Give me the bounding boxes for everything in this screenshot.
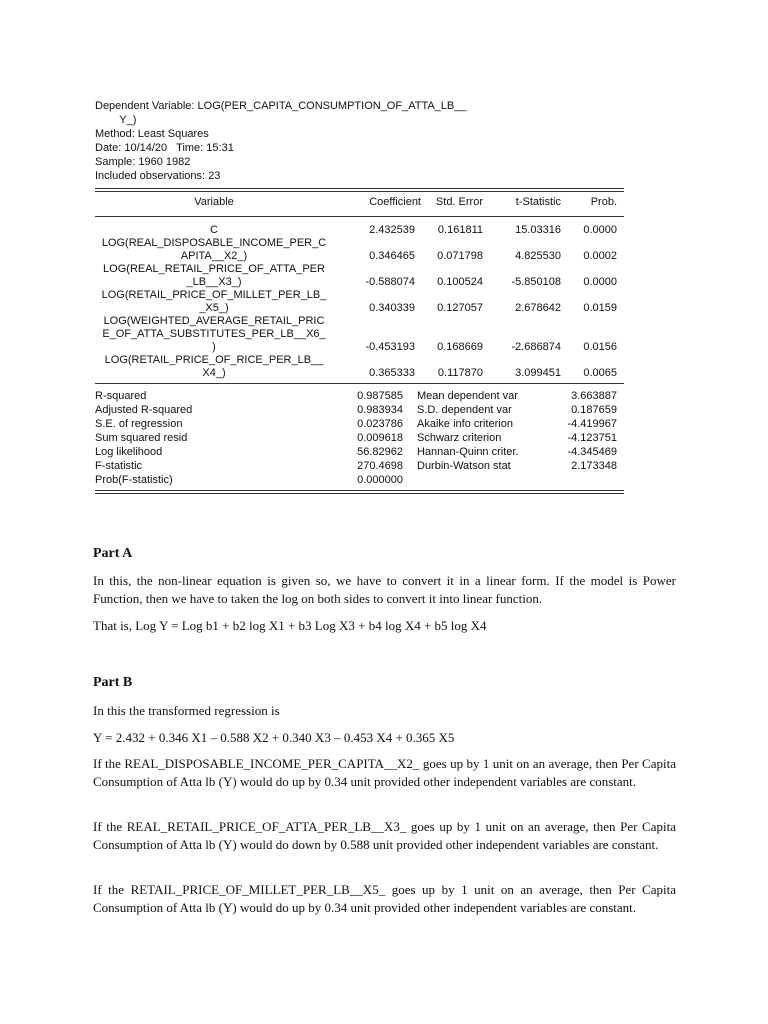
- part-b-heading: Part B: [93, 675, 133, 690]
- observations-line: Included observations: 23: [95, 170, 221, 182]
- part-b-interpretation-x2: If the REAL_DISPOSABLE_INCOME_PER_CAPITA__X2_ goes up by 1 unit on an average, then Per Capita Consumption of Atta lb (Y) would do up by 0.34 unit provided other independent variables are constant.: [93, 756, 676, 789]
- stat-value: 270.4698: [357, 460, 403, 472]
- coefficient-bottom-rule: [95, 383, 624, 384]
- coefficient-value: 0.365333: [369, 367, 415, 379]
- stat-value-right: 2.173348: [571, 460, 617, 472]
- std-error-value: 0.117870: [437, 367, 483, 379]
- std-error-value: 0.100524: [437, 276, 483, 288]
- dependent-variable-line: Dependent Variable: LOG(PER_CAPITA_CONSUMPTION_OF_ATTA_LB__: [95, 100, 467, 112]
- t-statistic-value: 2.678642: [515, 302, 561, 314]
- stat-value: 0.987585: [357, 390, 403, 402]
- stat-label-right: Mean dependent var: [417, 390, 518, 402]
- stat-value-right: -4.419967: [567, 418, 617, 430]
- dependent-variable-line-cont: Y_): [95, 114, 137, 126]
- date-line: Date: 10/14/20 Time: 15:31: [95, 142, 234, 154]
- prob-value: 0.0000: [583, 224, 617, 236]
- t-statistic-value: 15.03316: [515, 224, 561, 236]
- regression-header: [95, 99, 515, 183]
- part-b-interpretation-x3: If the REAL_RETAIL_PRICE_OF_ATTA_PER_LB__X3_ goes up by 1 unit on an average, then Per Capita Consumption of Atta lb (Y) would do down by 0.588 unit provided other independent variables are constant.: [93, 819, 676, 852]
- stat-value-right: -4.123751: [567, 432, 617, 444]
- stat-value: 0.023786: [357, 418, 403, 430]
- variable-name: LOG(REAL_RETAIL_PRICE_OF_ATTA_PER: [103, 263, 325, 275]
- stat-value: 0.009618: [357, 432, 403, 444]
- stat-label-right: Schwarz criterion: [417, 432, 502, 444]
- variable-name: LOG(WEIGHTED_AVERAGE_RETAIL_PRIC: [103, 315, 325, 327]
- stat-label-right: Hannan-Quinn criter.: [417, 446, 519, 458]
- stat-label-right: S.D. dependent var: [417, 404, 512, 416]
- table-header-rule: [95, 216, 624, 217]
- table-bottom-rule: [95, 490, 624, 494]
- stat-value-right: -4.345469: [567, 446, 617, 458]
- std-error-value: 0.127057: [437, 302, 483, 314]
- stat-value: 0.000000: [357, 474, 403, 486]
- part-b-intro: In this the transformed regression is: [93, 703, 280, 718]
- stat-label: S.E. of regression: [95, 418, 183, 430]
- std-error-value: 0.071798: [437, 250, 483, 262]
- variable-name: LOG(RETAIL_PRICE_OF_RICE_PER_LB__: [104, 354, 324, 366]
- coefficient-value: -0.588074: [365, 276, 415, 288]
- stat-value: 56.82962: [357, 446, 403, 458]
- stat-value-right: 3.663887: [571, 390, 617, 402]
- prob-value: 0.0002: [583, 250, 617, 262]
- t-statistic-value: 4.825530: [515, 250, 561, 262]
- variable-name: LOG(RETAIL_PRICE_OF_MILLET_PER_LB_: [101, 289, 327, 301]
- stat-value-right: 0.187659: [571, 404, 617, 416]
- stat-label-right: Akaike info criterion: [417, 418, 513, 430]
- variable-name-cont: _LB__X3_): [186, 276, 242, 288]
- prob-value: 0.0159: [583, 302, 617, 314]
- part-b-interpretation-x5: If the RETAIL_PRICE_OF_MILLET_PER_LB__X5_ goes up by 1 unit on an average, then Per Capita Consumption of Atta lb (Y) would do up by 0.34 unit provided other independent variables are constant.: [93, 882, 676, 915]
- variable-name-cont: APITA__X2_): [180, 250, 248, 262]
- prob-value: 0.0065: [583, 367, 617, 379]
- prob-value: 0.0000: [583, 276, 617, 288]
- variable-name-cont: ): [212, 341, 216, 353]
- table-header-row: [95, 195, 624, 209]
- column-header-prob: Prob.: [590, 196, 617, 208]
- coefficient-value: 2.432539: [369, 224, 415, 236]
- column-header-variable: Variable: [194, 196, 234, 208]
- t-statistic-value: -2.686874: [511, 341, 561, 353]
- sample-line: Sample: 1960 1982: [95, 156, 191, 168]
- stat-value: 0.983934: [357, 404, 403, 416]
- coefficient-value: 0.340339: [369, 302, 415, 314]
- std-error-value: 0.161811: [437, 224, 483, 236]
- variable-name: C: [210, 224, 218, 236]
- prob-value: 0.0156: [583, 341, 617, 353]
- std-error-value: 0.168669: [437, 341, 483, 353]
- column-header-coefficient: Coefficient: [369, 196, 421, 208]
- summary-statistics: [95, 389, 624, 485]
- variable-name-cont: _X5_): [199, 302, 229, 314]
- stat-label: F-statistic: [95, 460, 143, 472]
- part-b-equation: Y = 2.432 + 0.346 X1 – 0.588 X2 + 0.340 X3 – 0.453 X4 + 0.365 X5: [93, 730, 455, 745]
- stat-label: Log likelihood: [95, 446, 163, 458]
- table-top-rule: [95, 188, 624, 192]
- stat-label: Prob(F-statistic): [95, 474, 173, 486]
- part-a-paragraph: In this, the non-linear equation is given so, we have to convert it in a linear form. If the model is Power Function, then we have to taken the log on both sides to convert it into linear function.: [93, 573, 676, 606]
- part-a-heading: Part A: [93, 546, 133, 561]
- coefficient-rows: [95, 223, 624, 379]
- coefficient-value: 0.346465: [369, 250, 415, 262]
- coefficient-value: -0.453193: [365, 341, 415, 353]
- variable-name-cont: E_OF_ATTA_SUBSTITUTES_PER_LB__X6_: [102, 328, 326, 340]
- t-statistic-value: 3.099451: [515, 367, 561, 379]
- column-header-t-statistic: t-Statistic: [515, 196, 561, 208]
- column-header-std-error: Std. Error: [435, 196, 483, 208]
- variable-name: LOG(REAL_DISPOSABLE_INCOME_PER_C: [101, 237, 327, 249]
- method-line: Method: Least Squares: [95, 128, 209, 140]
- t-statistic-value: -5.850108: [511, 276, 561, 288]
- variable-name-cont: X4_): [202, 367, 226, 379]
- stat-label: Adjusted R-squared: [95, 404, 193, 416]
- part-a-equation: That is, Log Y = Log b1 + b2 log X1 + b3 Log X3 + b4 log X4 + b5 log X4: [93, 618, 487, 633]
- stat-label: Sum squared resid: [95, 432, 188, 444]
- stat-label-right: Durbin-Watson stat: [417, 460, 511, 472]
- stat-label: R-squared: [95, 390, 147, 402]
